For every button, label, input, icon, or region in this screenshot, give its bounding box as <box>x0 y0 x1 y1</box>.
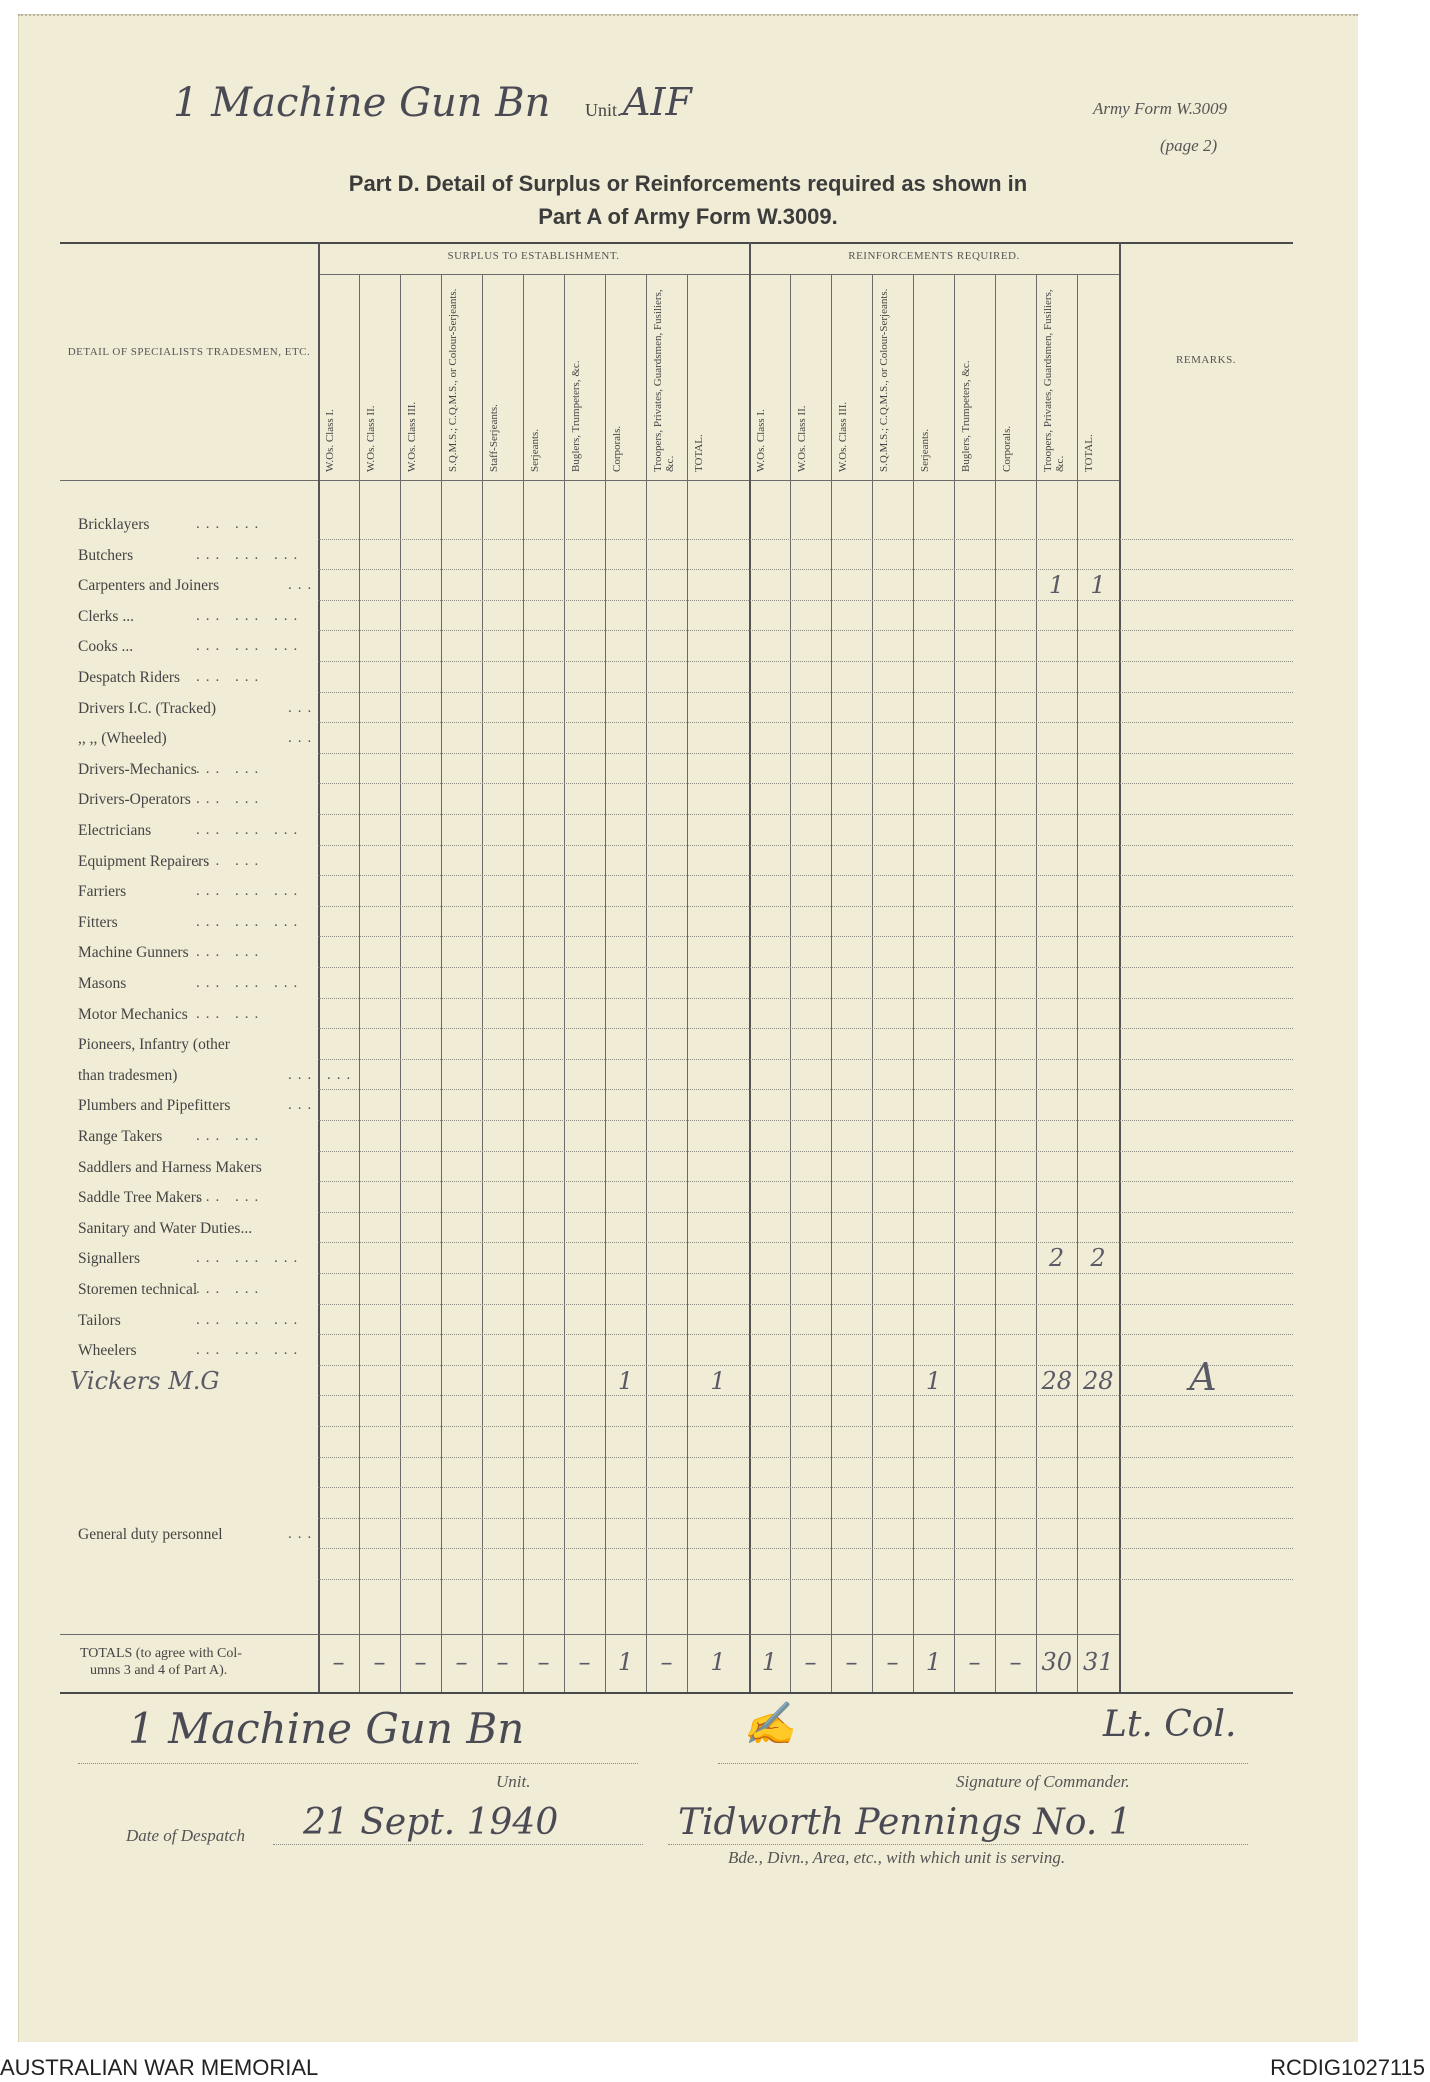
row-leader: ... ... <box>196 944 265 961</box>
row-rule <box>318 1365 1293 1366</box>
surplus-entry: 1 <box>710 1366 726 1395</box>
row-label: Carpenters and Joiners <box>78 577 220 595</box>
row-label: Electricians <box>78 822 152 839</box>
total-surplus-entry: 1 <box>710 1648 726 1676</box>
total-reinforcement-entry: 30 <box>1041 1648 1073 1676</box>
reinforcement-column-header: Buglers, Trumpeters, &c. <box>960 360 972 472</box>
row-label: Motor Mechanics <box>78 1005 188 1023</box>
surplus-column-header: Buglers, Trumpeters, &c. <box>570 360 582 472</box>
row-label: Vickers M.G <box>70 1366 220 1395</box>
unit-handwritten: 1 Machine Gun Bn <box>173 80 551 126</box>
reinf-group-rule <box>749 274 1119 275</box>
row-leader: ... ... ... <box>196 638 304 655</box>
reinforcement-column-header: S.Q.M.S.; C.Q.M.S., or Colour-Serjeants. <box>878 288 890 472</box>
title-line-1: Part D. Detail of Surplus or Reinforcements required as shown in <box>348 171 1028 196</box>
remarks-header: REMARKS. <box>1176 354 1236 366</box>
surplus-entry: 1 <box>617 1366 634 1395</box>
row-label: Saddle Tree Makers <box>78 1189 202 1207</box>
column-rule <box>359 274 360 1692</box>
surplus-column-header: W.Os. Class I. <box>324 409 336 472</box>
row-leader: ... ... <box>288 1066 357 1083</box>
surplus-column-header: W.Os. Class II. <box>365 405 377 472</box>
surplus-column-header: W.Os. Class III. <box>406 401 418 472</box>
reinforcement-entry: 1 <box>1090 571 1106 600</box>
row-rule <box>318 1273 1293 1274</box>
row-rule <box>318 906 1293 907</box>
column-rule <box>605 274 606 1692</box>
row-rule <box>318 539 1293 540</box>
total-surplus-entry: – <box>455 1648 468 1676</box>
column-rule <box>872 274 873 1692</box>
row-leader: ... ... <box>196 1128 265 1144</box>
column-rule <box>913 274 914 1692</box>
total-surplus-entry: – <box>660 1648 673 1676</box>
column-rule <box>400 274 401 1692</box>
row-leader: ... ... ... <box>196 1342 304 1359</box>
row-label: Tailors <box>78 1311 121 1329</box>
commander-label: Signature of Commander. <box>956 1772 1130 1791</box>
total-reinforcement-entry: 1 <box>761 1648 778 1676</box>
reinforcement-entry: 2 <box>1048 1244 1065 1273</box>
row-rule <box>318 1487 1293 1488</box>
row-rule <box>318 875 1293 876</box>
row-label: Sanitary and Water Duties... <box>78 1219 253 1237</box>
remark-entry: A <box>1189 1354 1217 1399</box>
row-leader: ... ... ... <box>196 1311 304 1328</box>
totals-label-2: umns 3 and 4 of Part A). <box>90 1663 228 1678</box>
row-leader: ... ... <box>196 1189 265 1206</box>
row-label: Pioneers, Infantry (other <box>78 1036 230 1054</box>
row-label: Farriers <box>78 883 127 901</box>
row-rule <box>318 967 1293 968</box>
row-rule <box>318 569 1293 570</box>
row-label: Masons <box>78 975 127 992</box>
row-leader: ... <box>288 1525 318 1542</box>
row-rule <box>318 845 1293 846</box>
row-leader: ... <box>288 730 318 747</box>
column-rule <box>790 274 791 1692</box>
column-rule <box>646 274 647 1692</box>
row-rule <box>318 1548 1293 1549</box>
row-rule <box>318 1028 1293 1029</box>
total-reinforcement-entry: – <box>968 1648 981 1676</box>
form-paper <box>18 14 1358 2042</box>
row-rule <box>318 630 1293 631</box>
row-leader: ... ... ... <box>196 822 304 838</box>
row-label: ,, ,, (Wheeled) <box>78 730 167 748</box>
signature-unit-handwritten: 1 Machine Gun Bn <box>128 1704 525 1753</box>
reinforcement-column-header: W.Os. Class I. <box>755 409 767 472</box>
footer-left: AUSTRALIAN WAR MEMORIAL <box>0 2055 319 2080</box>
column-rule <box>831 274 832 1692</box>
commander-signature: ✍ <box>743 1699 796 1748</box>
row-rule <box>318 1120 1293 1121</box>
row-leader: ... ... ... <box>196 607 304 624</box>
row-leader: ... ... <box>196 1281 265 1297</box>
row-rule <box>318 1579 1293 1580</box>
total-reinforcement-entry: – <box>1009 1648 1022 1676</box>
row-rule <box>318 1181 1293 1182</box>
total-surplus-entry: – <box>373 1648 386 1676</box>
row-label: Storemen technical <box>78 1281 198 1298</box>
form-number: Army Form W.3009 <box>1093 99 1227 118</box>
row-rule <box>318 692 1293 693</box>
column-rule <box>1036 274 1037 1692</box>
total-surplus-entry: – <box>414 1648 427 1676</box>
date-label: Date of Despatch <box>126 1826 245 1845</box>
reinforcement-column-header: Serjeants. <box>919 428 931 472</box>
row-label: Drivers I.C. (Tracked) <box>78 699 217 717</box>
total-reinforcement-entry: – <box>804 1648 817 1676</box>
footer-right: RCDIG1027115 <box>1270 2055 1425 2080</box>
row-rule <box>318 722 1293 723</box>
reinforcement-column-header: Corporals. <box>1001 425 1013 472</box>
row-leader: ... <box>288 699 318 716</box>
date-handwritten: 21 Sept. 1940 <box>303 1802 559 1843</box>
reinforcement-entry: 28 <box>1041 1366 1073 1395</box>
row-rule <box>318 1089 1293 1090</box>
row-label: Range Takers <box>78 1128 163 1145</box>
row-leader: ... ... ... <box>196 975 304 991</box>
reinforcement-column-header: W.Os. Class II. <box>796 405 808 472</box>
row-label: Drivers-Mechanics <box>78 760 197 778</box>
column-rule <box>482 274 483 1692</box>
surplus-column-header: Staff-Serjeants. <box>488 404 500 472</box>
reinforcement-entry: 1 <box>1048 571 1065 600</box>
row-rule <box>318 1334 1293 1335</box>
row-rule <box>318 753 1293 754</box>
reinforcement-entry: 28 <box>1083 1366 1114 1395</box>
row-leader: ... ... ... <box>196 883 304 900</box>
row-label: Saddlers and Harness Makers <box>78 1158 262 1176</box>
column-rule <box>523 274 524 1692</box>
row-rule <box>318 814 1293 815</box>
totals-rule <box>60 1634 1119 1635</box>
surplus-column-header: TOTAL. <box>693 434 705 472</box>
surplus-column-header: Corporals. <box>611 425 623 472</box>
table-bottom-rule <box>60 1692 1293 1694</box>
reinforcement-column-header: TOTAL. <box>1083 434 1095 472</box>
header-rule <box>60 480 1119 481</box>
row-label: Clerks ... <box>78 607 134 625</box>
row-label: Machine Gunners <box>78 944 189 962</box>
location-handwritten: Tidworth Pennings No. 1 <box>678 1802 1132 1843</box>
row-rule <box>318 998 1293 999</box>
total-surplus-entry: – <box>332 1648 345 1676</box>
total-reinforcement-entry: 1 <box>925 1648 942 1676</box>
column-rule <box>441 274 442 1692</box>
row-label: Butchers <box>78 546 134 564</box>
row-rule <box>318 1304 1293 1305</box>
total-surplus-entry: – <box>537 1648 550 1676</box>
row-label: Wheelers <box>78 1342 137 1360</box>
total-surplus-entry: – <box>496 1648 509 1676</box>
perforated-edge <box>18 14 1358 16</box>
reinforcement-entry: 2 <box>1090 1244 1106 1273</box>
signature-unit-label: Unit. <box>496 1772 531 1791</box>
row-leader: ... ... <box>196 852 265 869</box>
row-label: Drivers-Operators <box>78 791 191 809</box>
row-leader: ... ... <box>196 760 265 777</box>
total-surplus-entry: 1 <box>617 1648 634 1676</box>
row-leader: ... <box>288 577 318 594</box>
totals-label-1: TOTALS (to agree with Col- <box>80 1646 242 1661</box>
total-surplus-entry: – <box>578 1648 591 1676</box>
surplus-column-header: Serjeants. <box>529 428 541 472</box>
row-rule <box>318 936 1293 937</box>
reinforcement-column-header: W.Os. Class III. <box>837 401 849 472</box>
row-leader: ... ... ... <box>196 913 304 930</box>
commander-rank-handwritten: Lt. Col. <box>1103 1704 1237 1745</box>
location-label: Bde., Divn., Area, etc., with which unit is serving. <box>728 1848 1066 1867</box>
row-rule <box>318 783 1293 784</box>
row-label: than tradesmen) <box>78 1066 178 1084</box>
row-rule <box>318 1426 1293 1427</box>
reinforcements-header: REINFORCEMENTS REQUIRED. <box>848 250 1020 262</box>
row-label: Bricklayers <box>78 516 150 533</box>
total-reinforcement-entry: – <box>845 1648 858 1676</box>
row-rule <box>318 661 1293 662</box>
column-rule <box>995 274 996 1692</box>
row-rule <box>318 1395 1293 1396</box>
row-label: General duty personnel <box>78 1525 223 1543</box>
row-label: Cooks ... <box>78 638 134 656</box>
page-number: (page 2) <box>1160 136 1218 155</box>
row-rule <box>318 1059 1293 1060</box>
surplus-column-header: S.Q.M.S.; C.Q.M.S., or Colour-Serjeants. <box>447 288 459 472</box>
total-reinforcement-entry: 31 <box>1083 1648 1114 1676</box>
row-rule <box>318 1151 1293 1152</box>
row-label: Despatch Riders <box>78 669 181 686</box>
row-label: Fitters <box>78 913 118 931</box>
row-rule <box>318 1242 1293 1243</box>
row-leader: ... ... <box>196 669 265 685</box>
surplus-column-header: Troopers, Privates, Guardsmen, Fusiliers, &c. <box>652 289 676 472</box>
surplus-header: SURPLUS TO ESTABLISHMENT. <box>447 250 620 262</box>
row-leader: ... ... <box>196 516 265 532</box>
surplus-group-rule <box>318 274 749 275</box>
column-rule <box>687 274 688 1692</box>
row-leader: ... <box>288 1097 318 1114</box>
row-label: Equipment Repairers <box>78 852 210 870</box>
unit-label: Unit. <box>585 100 622 120</box>
column-rule <box>954 274 955 1692</box>
unit-handwritten-suffix: AIF <box>623 80 692 124</box>
row-leader: ... ... ... <box>196 546 304 563</box>
column-rule <box>564 274 565 1692</box>
row-leader: ... ... <box>196 1005 265 1022</box>
row-rule <box>318 1212 1293 1213</box>
detail-header: DETAIL OF SPECIALISTS TRADESMEN, ETC. <box>67 346 311 358</box>
row-leader: ... ... <box>196 791 265 808</box>
row-rule <box>318 600 1293 601</box>
row-rule <box>318 1457 1293 1458</box>
reinforcement-entry: 1 <box>925 1366 942 1395</box>
table-top-rule <box>60 242 1293 244</box>
row-label: Signallers <box>78 1250 140 1268</box>
total-reinforcement-entry: – <box>886 1648 899 1676</box>
title-line-2: Part A of Army Form W.3009. <box>538 204 838 229</box>
reinforcement-column-header: Troopers, Privates, Guardsmen, Fusiliers, &c. <box>1042 289 1066 472</box>
row-rule <box>318 1518 1293 1519</box>
row-label: Plumbers and Pipefitters <box>78 1097 231 1115</box>
row-leader: ... ... ... <box>196 1250 304 1267</box>
column-rule <box>1077 274 1078 1692</box>
